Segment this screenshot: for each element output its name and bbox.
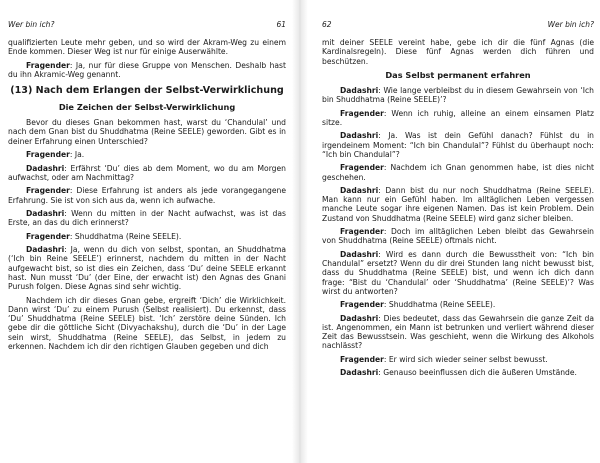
chapter-heading: (13) Nach dem Erlangen der Selbst-Verwirklichung bbox=[10, 85, 284, 97]
dialogue-text: : Erfährst ‘Du’ dies ab dem Moment, wo du am Morgen aufwachst, oder am Nachmittag? bbox=[8, 163, 286, 182]
dialogue-text: : Shuddhatma (Reine SEELE). bbox=[69, 231, 182, 241]
paragraph: Bevor du dieses Gnan bekommen hast, warst du ‘Chandulal’ und nach dem Gnan bist du Shuddhatma (Reine SEELE) geworden. Gibt es in deiner Erfahrung einen Unterschied? bbox=[8, 118, 286, 146]
speaker: Dadashri bbox=[340, 185, 379, 195]
speaker: Dadashri bbox=[340, 131, 379, 141]
dialogue-text: : Wenn ich ruhig, alleine an einem einsamen Platz sitze. bbox=[322, 108, 594, 127]
section-heading: Das Selbst permanent erfahren bbox=[385, 69, 531, 80]
left-page-body bbox=[8, 38, 286, 351]
paragraph: Nachdem ich dir dieses Gnan gebe, ergreift ‘Dich’ die Wirklichkeit. Dann wirst ‘Du’ zu einem Purush (Selbst realisiert). Du erkennst, dass ‘Du’ Shuddhatma (Reine SEELE) bist. ‘Ich’ zerstöre deine Sünden. Ich gebe dir die göttliche Sicht (Divyachakshu), durch die ‘Du’ in der Lage sein wirst, Shuddhatma (Reine SEELE), das Selbst, in jedem zu erkennen. Nachdem ich dir den richtigen Glauben gegeben und dich bbox=[8, 295, 286, 351]
speaker: Fragender bbox=[26, 150, 70, 160]
dialogue-text: : Ja, wenn du dich von selbst, spontan, an Shuddhatma (‘Ich bin Reine SEELE’) erinnerst, nachdem du mitten in der Nacht aufgewacht bist, so ist dies ein Zeichen, dass ‘Du’ deine SEELE erkannt hast. Nun musst ‘Du’ (der Eine, der erwacht ist) den Agnas des Gnani Purush folgen. Diese Agnas sind sehr wichtig. bbox=[8, 245, 286, 292]
speaker: Dadashri bbox=[26, 208, 65, 218]
dialogue-paragraph bbox=[8, 186, 286, 205]
dialogue-paragraph bbox=[322, 355, 594, 364]
dialogue-text: : Diese Erfahrung ist anders als jede vorangegangene Erfahrung. Sie ist von sich aus da, wenn ich aufwache. bbox=[8, 186, 286, 205]
right-page bbox=[322, 0, 594, 463]
dialogue-paragraph bbox=[322, 300, 594, 309]
dialogue-text: : Shuddhatma (Reine SEELE). bbox=[383, 300, 496, 310]
dialogue-paragraph bbox=[322, 186, 594, 223]
dialogue-paragraph bbox=[322, 368, 594, 377]
speaker: Fragender bbox=[340, 108, 384, 118]
dialogue-paragraph bbox=[8, 150, 286, 159]
speaker: Dadashri bbox=[26, 245, 65, 255]
right-page-body bbox=[322, 38, 594, 378]
dialogue-paragraph bbox=[322, 314, 594, 351]
running-title: Wer bin ich? bbox=[547, 20, 594, 29]
dialogue-paragraph bbox=[8, 245, 286, 291]
speaker: Fragender bbox=[340, 300, 384, 310]
dialogue-paragraph bbox=[322, 86, 594, 105]
speaker: Fragender bbox=[26, 60, 70, 70]
dialogue-paragraph bbox=[322, 131, 594, 159]
dialogue-paragraph bbox=[322, 250, 594, 296]
left-page bbox=[8, 0, 286, 463]
paragraph: qualifizierten Leute mehr geben, und so wird der Akram-Weg zu einem Ende kommen. Dieser Weg ist nur für einige Auserwählte. bbox=[8, 38, 286, 57]
page-number: 62 bbox=[322, 20, 332, 29]
dialogue-paragraph bbox=[322, 163, 594, 182]
dialogue-text: : Ja. bbox=[69, 150, 85, 160]
speaker: Fragender bbox=[340, 354, 384, 364]
dialogue-paragraph bbox=[8, 232, 286, 241]
left-page-header bbox=[8, 20, 286, 38]
speaker: Dadashri bbox=[340, 313, 379, 323]
speaker: Fragender bbox=[340, 163, 384, 173]
dialogue-paragraph bbox=[8, 61, 286, 80]
speaker: Dadashri bbox=[26, 163, 65, 173]
speaker: Fragender bbox=[340, 227, 384, 237]
dialogue-paragraph bbox=[322, 227, 594, 246]
dialogue-text: : Dies bedeutet, dass das Gewahrsein die ganze Zeit da ist. Angenommen, ein Mann ist betrunken und verliert während dieser Zeit das Bewusstsein. Was geschieht, wenn die Wirkung des Alkohols nachlässt? bbox=[322, 313, 594, 351]
page-number: 61 bbox=[276, 20, 286, 29]
dialogue-text: : Wenn du mitten in der Nacht aufwachst, was ist das Erste, an das du dich erinnerst? bbox=[8, 208, 286, 228]
dialogue-text: : Nachdem ich Gnan genommen habe, ist dies nicht geschehen. bbox=[322, 163, 594, 182]
right-page-header bbox=[322, 20, 594, 38]
speaker: Fragender bbox=[26, 186, 70, 196]
paragraph: mit deiner SEELE vereint habe, gebe ich dir die fünf Agnas (die Kardinalsregeln). Diese fünf Agnas werden dich führen und beschützen. bbox=[322, 38, 594, 66]
speaker: Dadashri bbox=[340, 249, 379, 259]
dialogue-text: : Ja, nur für diese Gruppe von Menschen. Deshalb hast du ihn Akramic-Weg genannt. bbox=[8, 60, 286, 79]
dialogue-text: : Ja. Was ist dein Gefühl danach? Fühlst du in irgendeinem Moment: “Ich bin Chandulal”? Fühlst du überhaupt noch: “Ich bin Chandulal”? bbox=[322, 131, 594, 159]
speaker: Dadashri bbox=[340, 85, 379, 95]
dialogue-text: : Wie lange verbleibst du in diesem Gewahrsein von ‘Ich bin Shuddhatma (Reine SEELE)’? bbox=[322, 85, 594, 105]
running-title: Wer bin ich? bbox=[8, 20, 55, 29]
dialogue-paragraph bbox=[8, 164, 286, 183]
section-heading: Die Zeichen der Selbst-Verwirklichung bbox=[58, 102, 236, 113]
dialogue-text: : Doch im alltäglichen Leben bleibt das Gewahrsein von Shuddhatma (Reine SEELE) oftmals nicht. bbox=[322, 227, 594, 246]
speaker: Dadashri bbox=[340, 368, 379, 378]
dialogue-text: : Wird es dann durch die Bewusstheit von: “Ich bin Chandulal” ersetzt? Wenn du dir drei Stunden lang nicht bewusst bist, dass du Shuddhatma (Reine SEELE) bist, und wenn ich dich dann frage: “Bist du ‘Chandulal’ oder ‘Shuddhatma’ (Reine SEELE)’? Was wirst du antworten? bbox=[322, 249, 594, 296]
speaker: Fragender bbox=[26, 231, 70, 241]
book-gutter bbox=[292, 0, 308, 463]
dialogue-paragraph bbox=[322, 109, 594, 128]
dialogue-text: : Er wird sich wieder seiner selbst bewusst. bbox=[383, 354, 548, 364]
dialogue-text: : Genauso beeinflussen dich die äußeren Umstände. bbox=[378, 368, 577, 378]
dialogue-paragraph bbox=[8, 209, 286, 228]
dialogue-text: : Dann bist du nur noch Shuddhatma (Reine SEELE). Man kann nur ein Gefühl haben. Im alltäglichen Leben vergessen manche Leute sogar ihre eigenen Namen. Das ist kein Problem. Dein Zustand von Shuddhatma (Reine SEELE) wird ganz sicher bleiben. bbox=[322, 185, 594, 223]
